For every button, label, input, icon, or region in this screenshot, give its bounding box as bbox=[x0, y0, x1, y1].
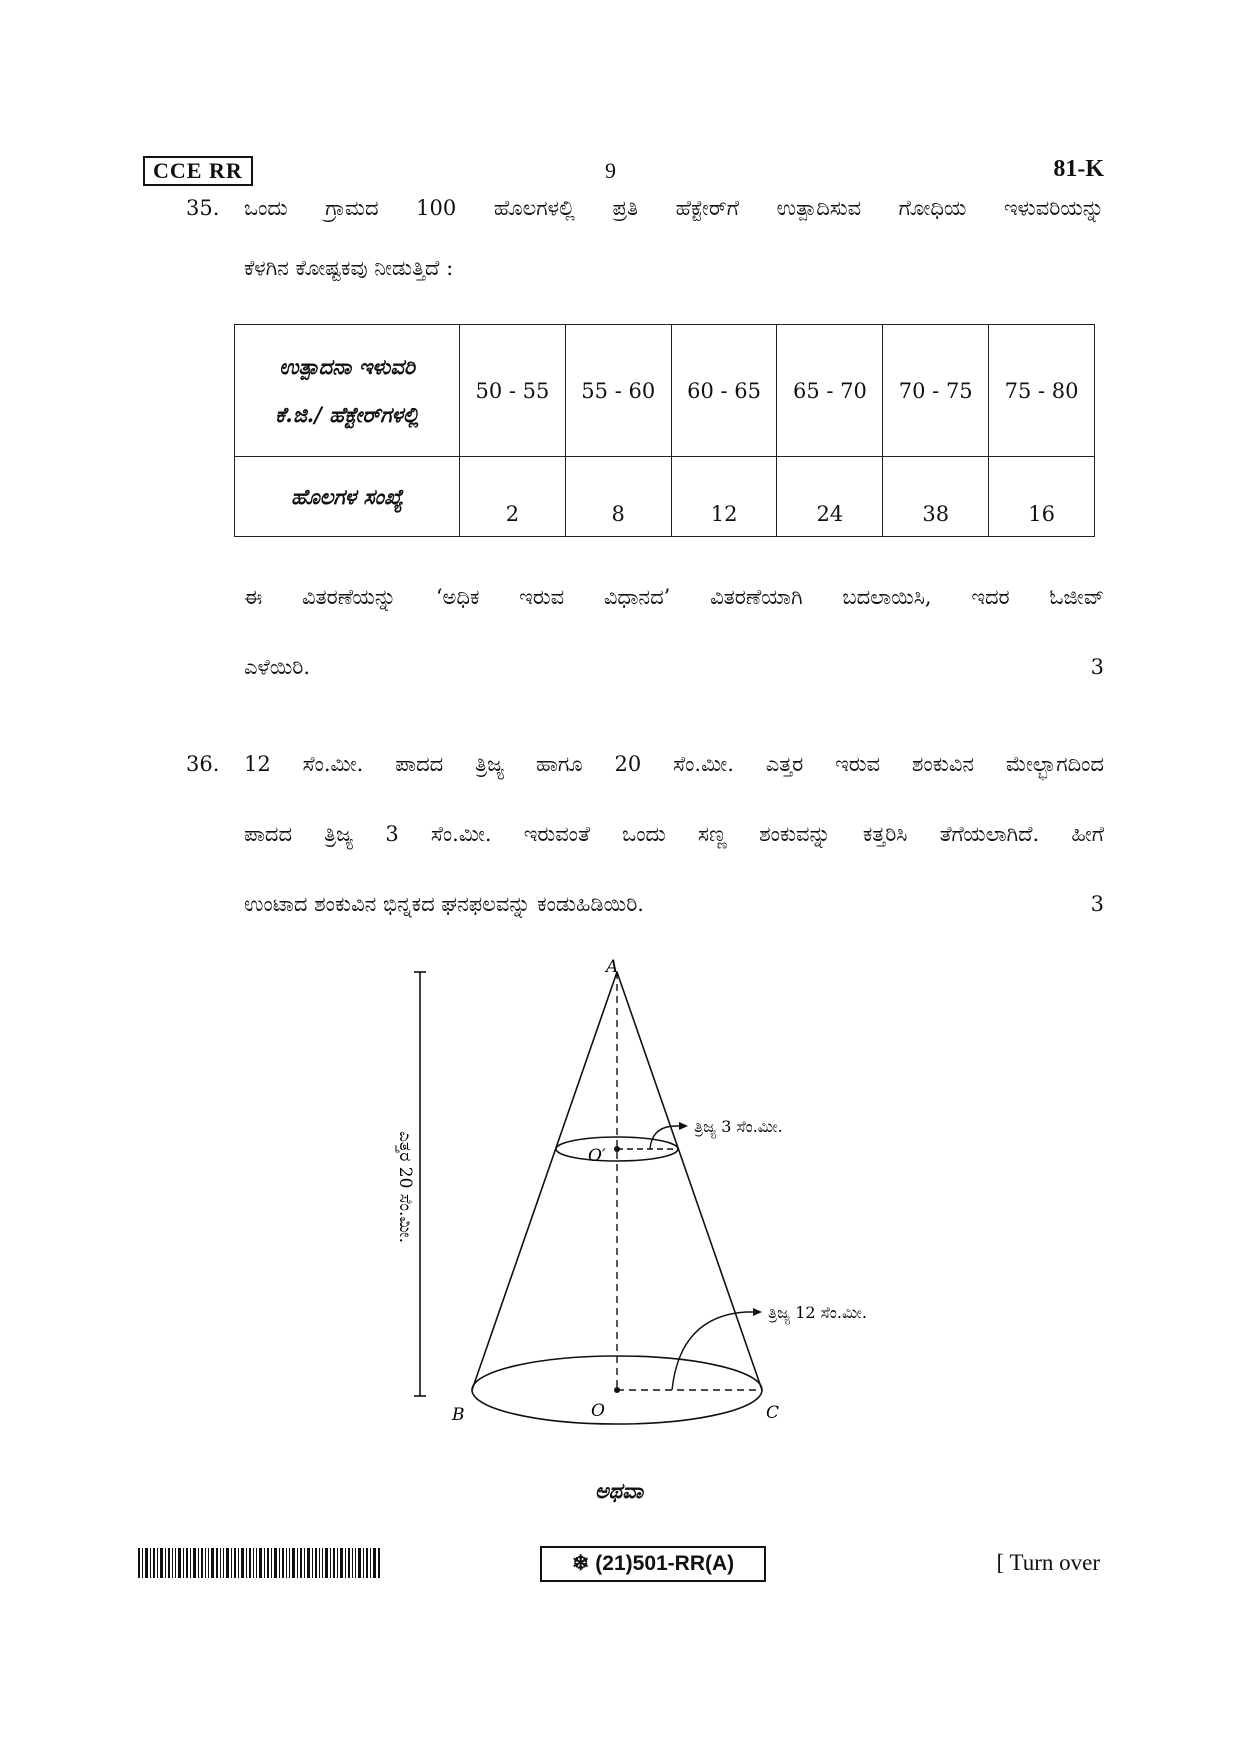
question-35-text-line1: ಒಂದು ಗ್ರಾಮದ 100 ಹೊಲಗಳಲ್ಲಿ ಪ್ರತಿ ಹೆಕ್ಟೇರ್‌ಗೆ ಉತ್ಪಾದಿಸುವ ಗೋಧಿಯ ಇಳುವರಿಯನ್ನು bbox=[244, 196, 1104, 220]
frequency-cell: 16 bbox=[989, 457, 1095, 537]
class-interval-cell: 75 - 80 bbox=[989, 325, 1095, 457]
footer-code: (21)501-RR(A) bbox=[595, 1552, 735, 1575]
class-interval-cell: 60 - 65 bbox=[671, 325, 777, 457]
question-36-text-line1: 12 ಸೆಂ.ಮೀ. ಪಾದದ ತ್ರಿಜ್ಯ ಹಾಗೂ 20 ಸೆಂ.ಮೀ. ಎತ್ತರ ಇರುವ ಶಂಕುವಿನ ಮೇಲ್ಭಾಗದಿಂದ bbox=[244, 752, 1104, 776]
large-radius-callout bbox=[672, 1312, 754, 1390]
question-36-marks: 3 bbox=[1090, 892, 1104, 916]
table-row bbox=[235, 325, 1095, 457]
table-row bbox=[235, 457, 1095, 537]
question-35-text-line4: ಎಳೆಯಿರಿ. bbox=[244, 655, 311, 679]
point-o-prime bbox=[614, 1146, 620, 1152]
arrow-head-icon bbox=[753, 1308, 762, 1316]
label-a: A bbox=[606, 957, 619, 977]
large-radius-label: ತ್ರಿಜ್ಯ 12 ಸೆಂ.ಮೀ. bbox=[768, 1303, 867, 1322]
question-35-number: 35. bbox=[186, 196, 220, 220]
yield-header-line1: ಉತ್ಪಾದನಾ ಇಳುವರಿ bbox=[279, 353, 415, 379]
cone-right-edge bbox=[617, 972, 762, 1390]
class-interval-cell: 70 - 75 bbox=[883, 325, 989, 457]
class-interval-cell: 65 - 70 bbox=[777, 325, 883, 457]
frequency-cell: 8 bbox=[565, 457, 671, 537]
or-separator: ಅಥವಾ bbox=[594, 1478, 644, 1503]
cone-left-edge bbox=[472, 972, 617, 1390]
point-o bbox=[614, 1387, 620, 1393]
frequency-cell: 2 bbox=[460, 457, 566, 537]
label-c: C bbox=[766, 1403, 780, 1423]
yield-header-cell bbox=[235, 325, 460, 457]
frustum-cone-diagram bbox=[380, 950, 920, 1450]
label-b: B bbox=[452, 1405, 465, 1425]
yield-header-line2: ಕೆ.ಜಿ./ ಹೆಕ್ಟೇರ್‌ಗಳಲ್ಲಿ bbox=[275, 401, 419, 427]
label-o-prime: O′ bbox=[588, 1146, 606, 1166]
question-36-text-line3: ಉಂಟಾದ ಶಂಕುವಿನ ಭಿನ್ನಕದ ಘನಫಲವನ್ನು ಕಂಡುಹಿಡಿಯಿರಿ. bbox=[244, 892, 644, 916]
question-35-text-line3: ಈ ವಿತರಣೆಯನ್ನು ‘ಅಧಿಕ ಇರುವ ವಿಧಾನದ’ ವಿತರಣೆಯಾಗಿ ಬದಲಾಯಿಸಿ, ಇದರ ಓಜೀವ್ bbox=[244, 585, 1104, 609]
label-o: O bbox=[591, 1401, 605, 1421]
arrow-head-icon bbox=[679, 1122, 688, 1130]
fields-header-cell: ಹೊಲಗಳ ಸಂಖ್ಯೆ bbox=[235, 457, 460, 537]
frequency-cell: 24 bbox=[777, 457, 883, 537]
class-interval-cell: 50 - 55 bbox=[460, 325, 566, 457]
frequency-table bbox=[234, 324, 1095, 537]
frequency-cell: 38 bbox=[883, 457, 989, 537]
barcode bbox=[138, 1548, 382, 1578]
class-interval-cell: 55 - 60 bbox=[565, 325, 671, 457]
question-36-number: 36. bbox=[186, 752, 220, 776]
snowflake-icon: ❄ bbox=[571, 1552, 590, 1575]
question-35-text-line2: ಕೆಳಗಿನ ಕೋಷ್ಟಕವು ನೀಡುತ್ತಿದೆ : bbox=[244, 256, 454, 280]
height-label: ಎತ್ತರ 20 ಸೆಂ.ಮೀ. bbox=[395, 1131, 415, 1243]
paper-code-box: CCE RR bbox=[143, 156, 253, 186]
frequency-cell: 12 bbox=[671, 457, 777, 537]
small-radius-label: ತ್ರಿಜ್ಯ 3 ಸೆಂ.ಮೀ. bbox=[694, 1117, 783, 1136]
turn-over-label: [ Turn over bbox=[996, 1550, 1100, 1575]
question-36-text-line2: ಪಾದದ ತ್ರಿಜ್ಯ 3 ಸೆಂ.ಮೀ. ಇರುವಂತೆ ಒಂದು ಸಣ್ಣ ಶಂಕುವನ್ನು ಕತ್ತರಿಸಿ ತೆಗೆಯಲಾಗಿದೆ. ಹೀಗೆ bbox=[244, 822, 1104, 846]
subject-code: 81-K bbox=[1053, 156, 1104, 182]
footer-code-box bbox=[540, 1546, 766, 1582]
page-number: 9 bbox=[605, 158, 616, 183]
question-35-marks: 3 bbox=[1090, 655, 1104, 679]
